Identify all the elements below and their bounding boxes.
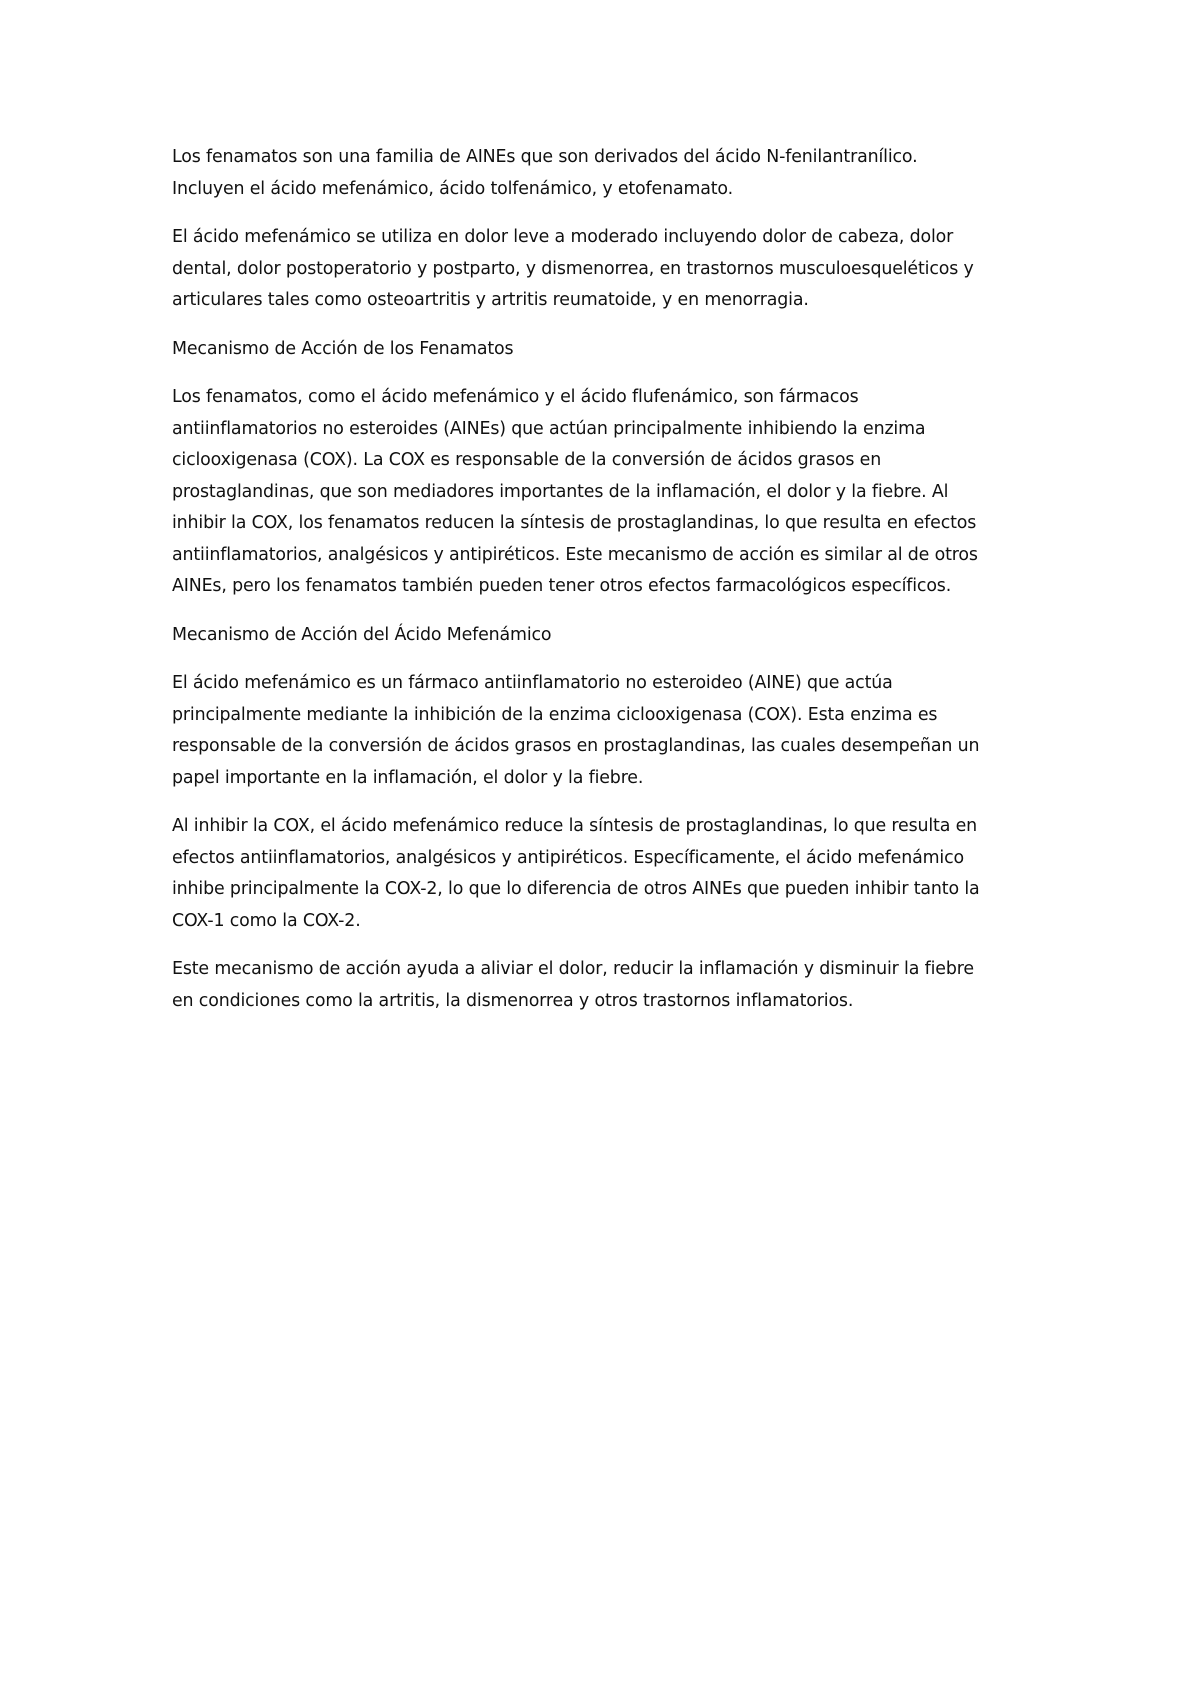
paragraph-conclusion (172, 954, 1038, 1017)
text-line: inhibe principalmente la COX-2, lo que lo diferencia de otros AINEs que pueden inhibir tanto la (172, 879, 980, 899)
paragraph-intro (172, 142, 1038, 205)
paragraph-cox-inhibition (172, 811, 1038, 937)
heading-text: Mecanismo de Acción de los Fenamatos (172, 338, 514, 359)
text-line: papel importante en la inflamación, el dolor y la fiebre. (172, 767, 644, 788)
heading-text: Mecanismo de Acción del Ácido Mefenámico (172, 624, 552, 645)
paragraph-mechanism-fenamatos (172, 382, 1038, 603)
text-line: en condiciones como la artritis, la dismenorrea y otros trastornos inflamatorios. (172, 990, 854, 1011)
text-line: responsable de la conversión de ácidos grasos en prostaglandinas, las cuales desempeñan un (172, 736, 980, 756)
text-line: El ácido mefenámico se utiliza en dolor leve a moderado incluyendo dolor de cabeza, dolor (172, 227, 954, 247)
text-line: COX-1 como la COX-2. (172, 910, 361, 931)
text-line: Este mecanismo de acción ayuda a aliviar el dolor, reducir la inflamación y disminuir la fiebre (172, 959, 974, 979)
text-line: ciclooxigenasa (COX). La COX es responsable de la conversión de ácidos grasos en (172, 450, 882, 470)
text-line: Al inhibir la COX, el ácido mefenámico reduce la síntesis de prostaglandinas, lo que resulta en (172, 816, 978, 836)
text-line: El ácido mefenámico es un fármaco antiinflamatorio no esteroideo (AINE) que actúa (172, 673, 893, 693)
text-line: prostaglandinas, que son mediadores importantes de la inflamación, el dolor y la fiebre. Al (172, 481, 949, 502)
text-line: Incluyen el ácido mefenámico, ácido tolfenámico, y etofenamato. (172, 178, 733, 199)
text-line: principalmente mediante la inhibición de la enzima ciclooxigenasa (COX). Esta enzima es (172, 704, 938, 725)
paragraph-uses (172, 222, 1038, 317)
section-heading-mefenamico (172, 620, 1038, 652)
paragraph-mechanism-mefenamico (172, 668, 1038, 794)
text-line: efectos antiinflamatorios, analgésicos y antipiréticos. Específicamente, el ácido mefenámico (172, 847, 964, 868)
text-line: inhibir la COX, los fenamatos reducen la síntesis de prostaglandinas, lo que resulta en efectos (172, 513, 977, 533)
section-heading-fenamatos (172, 334, 1038, 366)
text-line: antiinflamatorios no esteroides (AINEs) que actúan principalmente inhibiendo la enzima (172, 418, 926, 439)
text-line: AINEs, pero los fenamatos también pueden tener otros efectos farmacológicos específicos. (172, 576, 952, 596)
document-body (172, 142, 1038, 1034)
text-line: dental, dolor postoperatorio y postparto, y dismenorrea, en trastornos musculoesqueléticos y (172, 258, 974, 279)
text-line: antiinflamatorios, analgésicos y antipiréticos. Este mecanismo de acción es similar al de otros (172, 544, 978, 565)
text-line: Los fenamatos, como el ácido mefenámico y el ácido flufenámico, son fármacos (172, 387, 859, 407)
text-line: articulares tales como osteoartritis y artritis reumatoide, y en menorragia. (172, 290, 809, 310)
text-line: Los fenamatos son una familia de AINEs que son derivados del ácido N-fenilantranílico. (172, 147, 918, 167)
